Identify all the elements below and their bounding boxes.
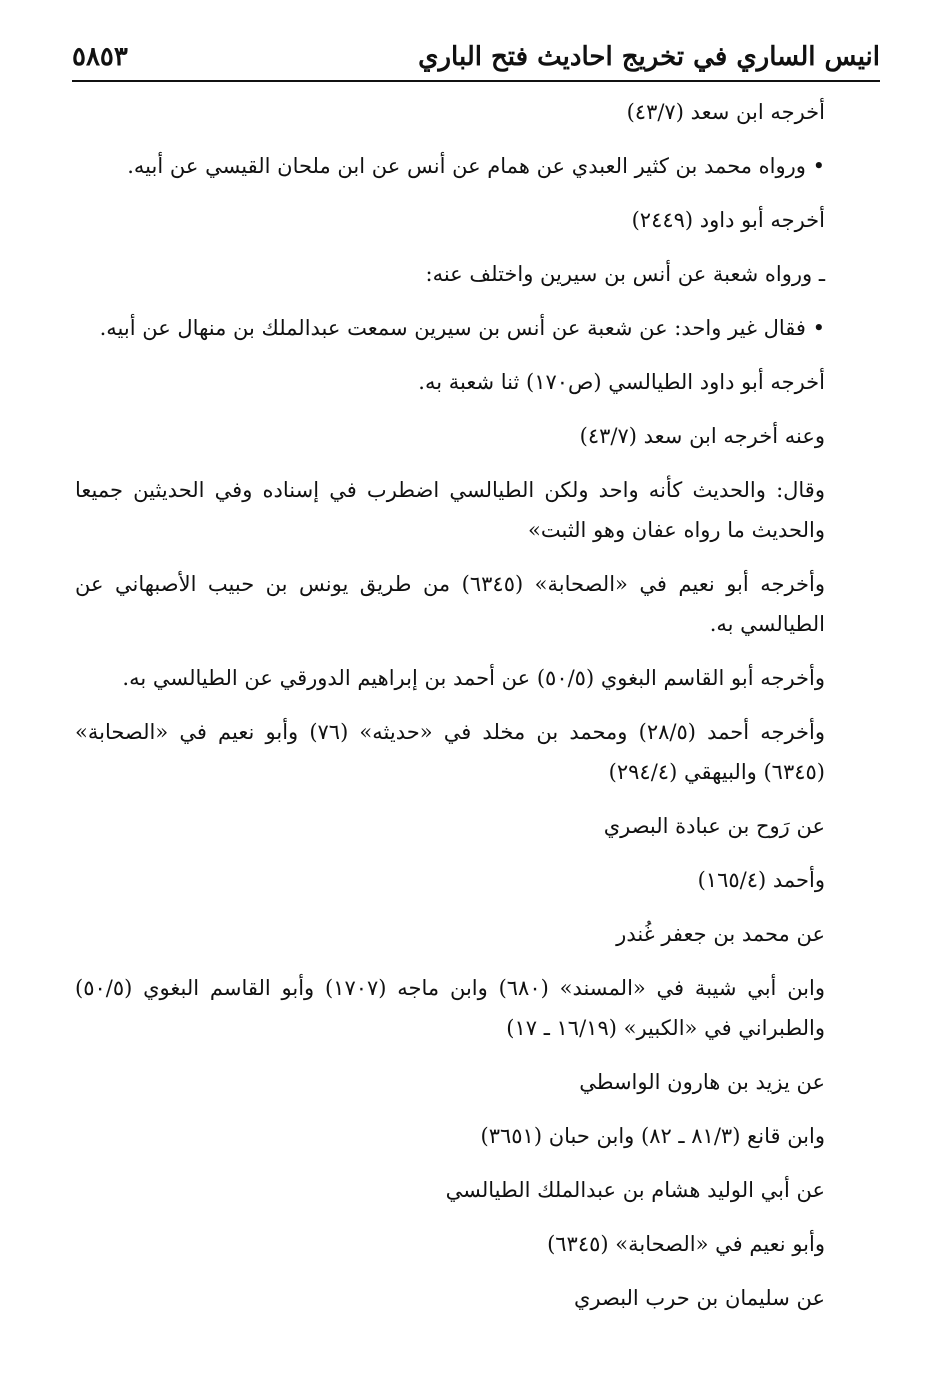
paragraph: أخرجه أبو داود (٢٤٤٩): [631, 208, 825, 232]
running-title: انيس الساري في تخريج احاديث فتح الباري: [418, 42, 880, 72]
paragraph: وابن قانع (٨١/٣ ـ ٨٢) وابن حبان (٣٦٥١): [480, 1124, 825, 1148]
paragraph: وأبو نعيم في «الصحابة» (٦٣٤٥): [547, 1232, 825, 1256]
paragraph: عن رَوح بن عبادة البصري: [603, 814, 825, 838]
paragraph: وأخرجه أبو نعيم في «الصحابة» (٦٣٤٥) من طريق يونس بن حبيب الأصبهاني عن الطيالسي به.: [75, 572, 825, 636]
paragraph: • ورواه محمد بن كثير العبدي عن همام عن أنس عن ابن ملحان القيسي عن أبيه.: [75, 146, 880, 186]
page-number: ٥٨٥٣: [72, 42, 128, 72]
paragraph: وأخرجه أبو القاسم البغوي (٥٠/٥) عن أحمد بن إبراهيم الدورقي عن الطيالسي به.: [122, 666, 825, 690]
paragraph: وقال: والحديث كأنه واحد ولكن الطيالسي اضطرب في إسناده وفي الحديثين جميعا والحديث ما رواه عفان وهو الثبت»: [75, 478, 825, 542]
paragraph: عن محمد بن جعفر غُندر: [616, 922, 825, 946]
paragraph: وأخرجه أحمد (٢٨/٥) ومحمد بن مخلد في «حديثه» (٧٦) وأبو نعيم في «الصحابة» (٦٣٤٥) والبيهقي (٢٩٤/٤): [75, 720, 826, 784]
paragraph: أخرجه ابن سعد (٤٣/٧): [626, 100, 825, 124]
paragraph: عن سليمان بن حرب البصري: [573, 1286, 825, 1310]
paragraph: • فقال غير واحد: عن شعبة عن أنس بن سيرين سمعت عبدالملك بن منهال عن أبيه.: [75, 308, 880, 348]
paragraph: ـ ورواه شعبة عن أنس بن سيرين واختلف عنه:: [75, 254, 880, 294]
header-rule: [72, 80, 880, 82]
paragraph: عن يزيد بن هارون الواسطي: [579, 1070, 825, 1094]
body-text: [75, 92, 880, 1332]
paragraph: أخرجه أبو داود الطيالسي (ص١٧٠) ثنا شعبة به.: [418, 370, 825, 394]
paragraph: وأحمد (١٦٥/٤): [697, 868, 825, 892]
paragraph: وعنه أخرجه ابن سعد (٤٣/٧): [579, 424, 825, 448]
paragraph: وابن أبي شيبة في «المسند» (٦٨٠) وابن ماجه (١٧٠٧) وأبو القاسم البغوي (٥٠/٥) والطبراني في «الكبير» (١٦/١٩ ـ ١٧): [75, 976, 825, 1040]
paragraph: عن أبي الوليد هشام بن عبدالملك الطيالسي: [445, 1178, 825, 1202]
page-header: [72, 36, 880, 78]
